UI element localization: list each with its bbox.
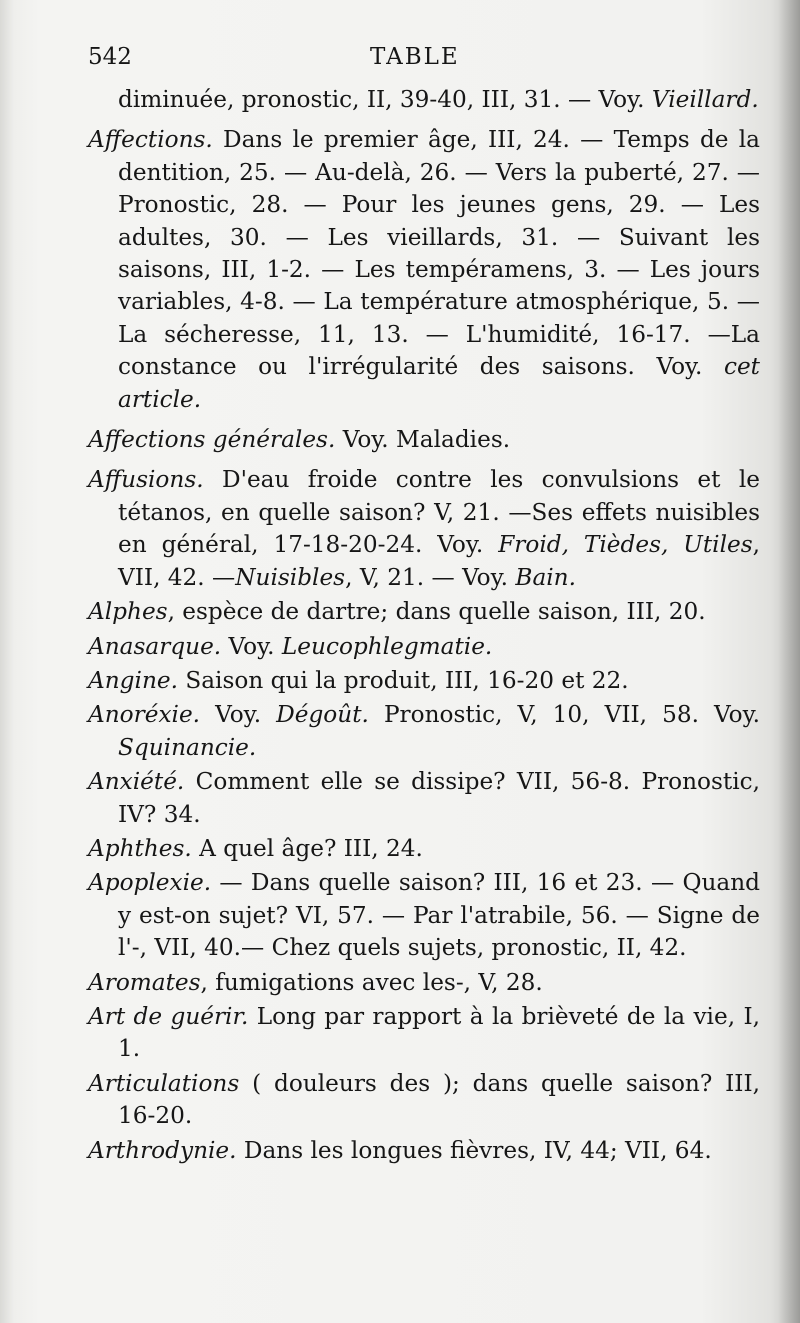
entry-headword: Anoréxie. (88, 701, 201, 729)
entry-text: , VII, 42. — (118, 531, 760, 591)
entry-headword: Affections générales. (88, 426, 336, 454)
index-entry-articulations (88, 1068, 760, 1133)
entry-headword: Art de guérir. (88, 1002, 249, 1030)
entry-text: Pronostic, V, 10, VII, 58. Voy. (368, 701, 760, 729)
entry-headword: Affections. (88, 126, 213, 154)
entry-crossref: Dégoût. (276, 701, 369, 729)
entry-text: Comment elle se dissipe? VII, 56-8. Pronostic, IV? 34. (118, 768, 760, 828)
entry-text: , espèce de dartre; dans quelle saison, III, 20. (167, 598, 706, 626)
entry-headword: Affusions. (88, 466, 204, 494)
index-entry-anorexie (88, 699, 760, 764)
index-entry-anasarque (88, 631, 760, 663)
entry-text: A quel âge? III, 24. (191, 834, 423, 862)
index-entry-affections (88, 124, 760, 416)
running-title: TABLE (370, 44, 460, 70)
entry-crossref: Bain. (515, 563, 576, 591)
entry-text: Voy. (221, 632, 282, 660)
entry-text: Saison qui la produit, III, 16-20 et 22. (177, 666, 629, 694)
entry-text: Dans le premier âge, III, 24. — Temps de la dentition, 25. — Au-delà, 26. — Vers la puberté, 27. — Pronostic, 28. — Pour les jeunes gens, 29. — Les adultes, 30. — Les vieillards, 31. — Suivant les saisons, III, 1-2. — Les tempéramens, 3. — Les jours variables, 4-8. — La température atmosphérique, 5. — La sécheresse, 11, 13. — L'humidité, 16-17. —La constance ou l'irrégularité des saisons. Voy. (118, 126, 760, 381)
entry-text: Long par rapport à la brièveté de la vie, I, 1. (118, 1002, 760, 1063)
entry-text: , fumigations avec les-, V, 28. (200, 968, 543, 996)
entry-text: Voy. Maladies. (335, 426, 511, 454)
entry-headword: Angine. (88, 666, 178, 694)
index-entry-aromates (88, 967, 760, 999)
index-entry-apoplexie (88, 867, 760, 964)
page-header (88, 44, 768, 80)
entry-headword: Alphes (88, 598, 168, 626)
entry-headword: Arthrodynie. (88, 1136, 237, 1164)
entry-crossref: cet article. (118, 353, 760, 413)
entry-crossref: Vieillard. (651, 86, 759, 113)
entry-headword: Aromates (88, 968, 201, 996)
index-entry-affections-generales (88, 424, 760, 456)
entry-headword: Apoplexie. (88, 869, 212, 897)
entry-headword: Anasarque. (88, 632, 222, 660)
index-entry-alphes (88, 596, 760, 628)
index-entry-art-de-guerir (88, 1001, 760, 1066)
entry-text: D'eau froide contre les convulsions et le tétanos, en quelle saison? V, 21. —Ses effets nuisibles en général, 17-18-20-24. Voy. (118, 466, 760, 559)
entry-crossref: Squinancie. (118, 733, 257, 761)
page-number: 542 (88, 44, 132, 70)
index-entry-aphthes (88, 833, 760, 865)
index-entry-continuation (88, 84, 760, 116)
index-entry-anxiete (88, 766, 760, 831)
index-entry-affusions (88, 464, 760, 594)
entry-text: — Dans quelle saison? III, 16 et 23. — Quand y est-on sujet? VI, 57. — Par l'atrabile, 56. — Signe de l'-, VII, 40.— Chez quels sujets, pronostic, II, 42. (118, 869, 760, 962)
entry-headword: Aphthes. (88, 834, 192, 862)
entry-crossref: Nuisibles (235, 563, 346, 591)
entry-text: diminuée, pronostic, II, 39-40, III, 31. — Voy. (118, 86, 652, 113)
entry-crossref: Froid, Tièdes, Utiles (498, 531, 753, 559)
index-entry-angine (88, 665, 760, 697)
entry-text: ( douleurs des ); dans quelle saison? III, 16-20. (118, 1069, 760, 1130)
entry-text: Voy. (200, 701, 277, 729)
entry-crossref: Leucophlegmatie. (281, 632, 493, 660)
page-gutter-shadow (778, 0, 800, 1323)
entry-headword: Anxiété. (88, 768, 185, 796)
index-entry-arthrodynie (88, 1135, 760, 1167)
entry-headword: Articulations (88, 1069, 240, 1097)
entry-text: Dans les longues fièvres, IV, 44; VII, 64. (236, 1136, 712, 1164)
index-body (88, 84, 760, 1167)
entry-text: , V, 21. — Voy. (345, 563, 516, 591)
